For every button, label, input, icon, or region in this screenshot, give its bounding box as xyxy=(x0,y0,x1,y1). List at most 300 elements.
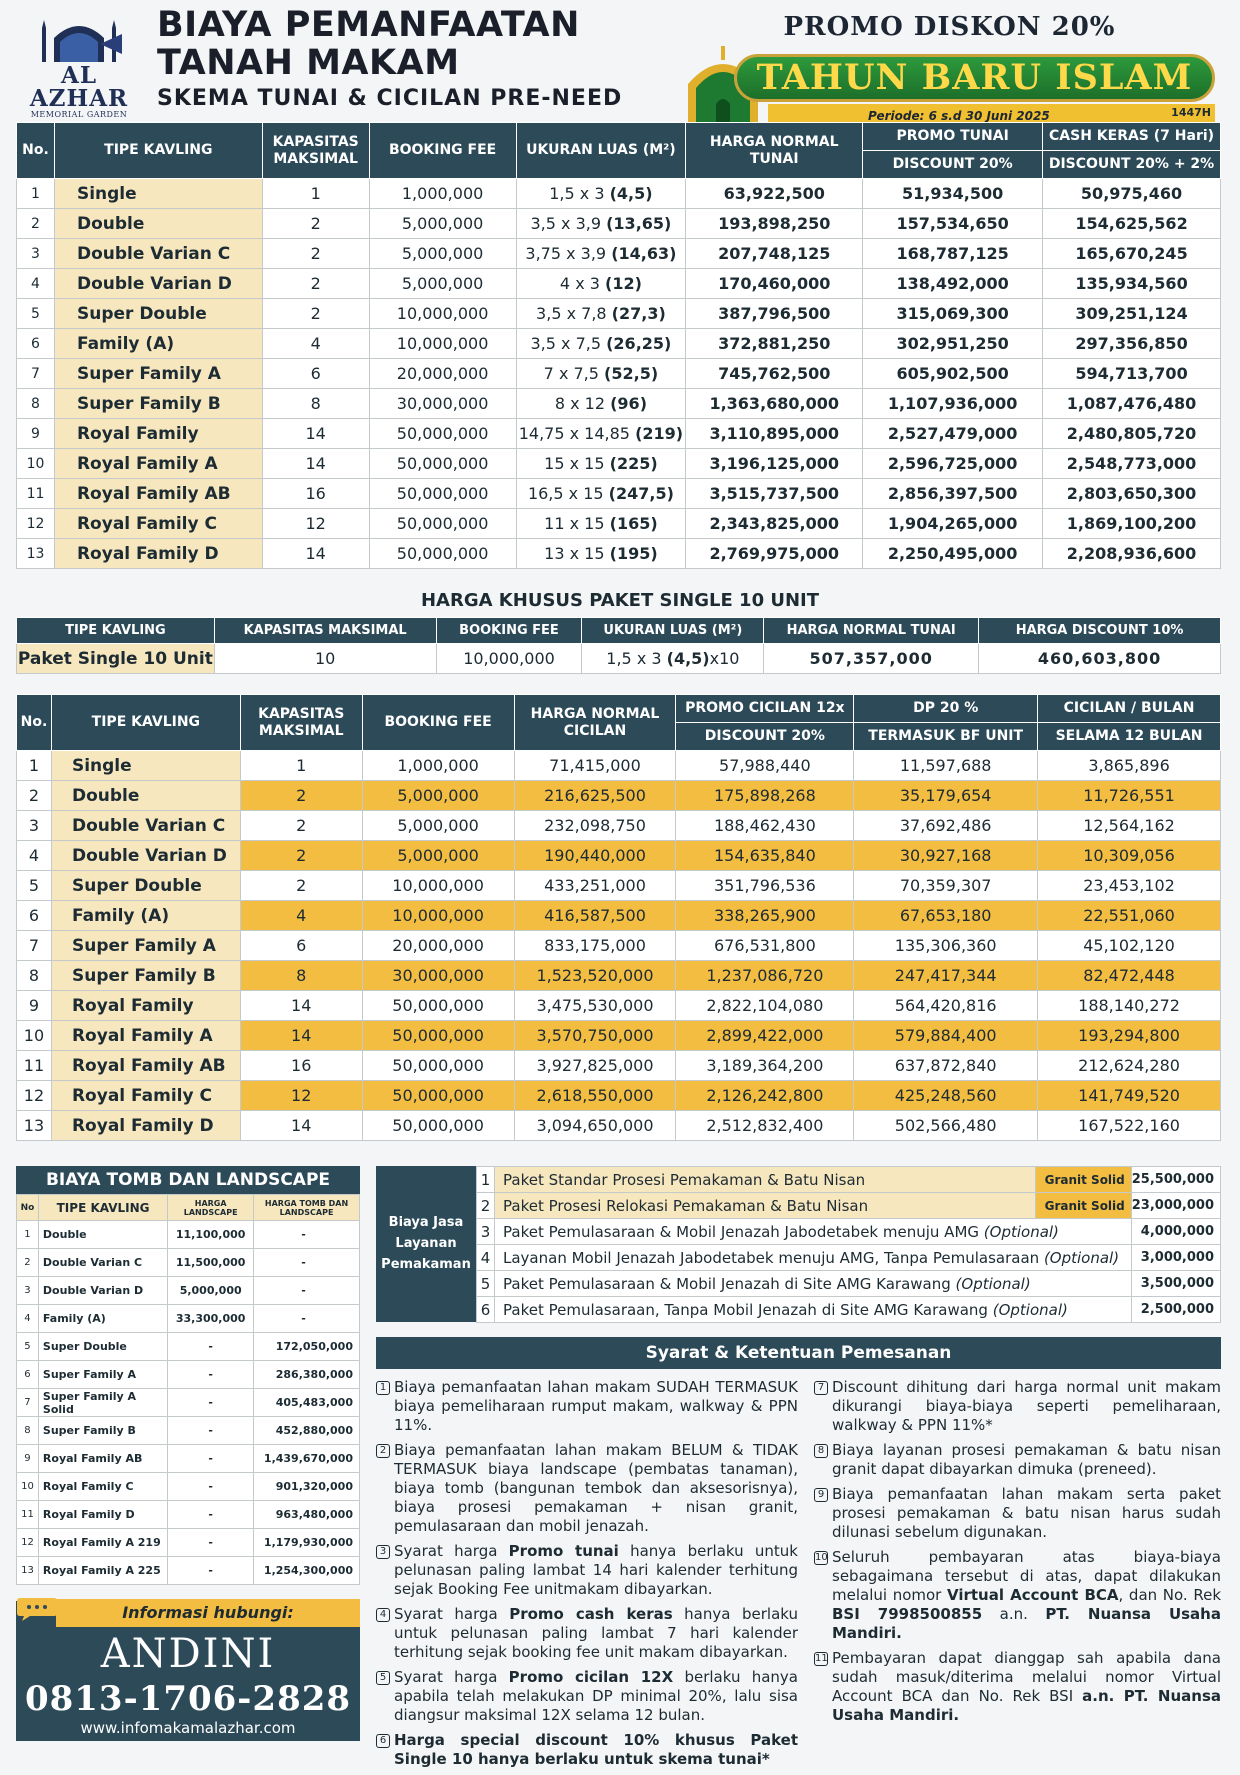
harga-normal-cicilan: 3,927,825,000 xyxy=(514,1051,676,1081)
table-row xyxy=(17,239,1221,269)
cicilan-bulan: 12,564,162 xyxy=(1038,811,1221,841)
booking-fee: 50,000,000 xyxy=(362,1081,514,1111)
promo-cicilan: 1,237,086,720 xyxy=(676,961,854,991)
harga-normal: 372,881,250 xyxy=(686,329,863,359)
cash-keras: 1,869,100,200 xyxy=(1043,509,1221,539)
harga-tomb: 1,254,300,000 xyxy=(254,1557,360,1585)
table-row xyxy=(17,1529,360,1557)
service-price: 3,000,000 xyxy=(1131,1245,1220,1271)
booking-fee: 10,000,000 xyxy=(369,329,516,359)
kapasitas: 4 xyxy=(240,901,362,931)
promo-tunai: 168,787,125 xyxy=(863,239,1043,269)
ukuran-area: (247,5) xyxy=(608,484,674,503)
kapasitas: 2 xyxy=(240,841,362,871)
booking-fee: 10,000,000 xyxy=(362,901,514,931)
cash-keras: 594,713,700 xyxy=(1043,359,1221,389)
term-item xyxy=(376,1542,798,1599)
promo-cicilan: 676,531,800 xyxy=(676,931,854,961)
service-optional: (Optional) xyxy=(955,1274,1031,1293)
harga-tomb: 286,380,000 xyxy=(254,1361,360,1389)
term-text: Pembayaran dapat dianggap sah apabila dana sudah masuk/diterima melalui nomor Virtual Account BCA dan No. Rek BSI a.n. PT. Nuansa Usaha Mandiri. xyxy=(832,1649,1221,1724)
table-row xyxy=(17,1021,1221,1051)
harga-landscape: 5,000,000 xyxy=(168,1277,254,1305)
service-desc-text: Paket Pemulasaraan & Mobil Jenazah di Site AMG Karawang xyxy=(503,1274,956,1293)
cic-col-no: No. xyxy=(17,695,52,751)
booking-fee: 10,000,000 xyxy=(369,299,516,329)
dp: 579,884,400 xyxy=(854,1021,1038,1051)
harga-normal: 2,343,825,000 xyxy=(686,509,863,539)
harga-landscape: 11,500,000 xyxy=(168,1249,254,1277)
row-number: 9 xyxy=(17,991,52,1021)
booking-fee: 5,000,000 xyxy=(369,209,516,239)
col-cash-keras: CASH KERAS (7 Hari) xyxy=(1043,123,1221,151)
tomb-title: BIAYA TOMB DAN LANDSCAPE xyxy=(16,1166,360,1194)
tipe-kavling: Family (A) xyxy=(54,329,262,359)
ukuran-area: (52,5) xyxy=(604,364,659,383)
cic-col-kapasitas: KAPASITAS MAKSIMAL xyxy=(240,695,362,751)
table-row xyxy=(17,1557,360,1585)
tipe-kavling: Super Family B xyxy=(54,389,262,419)
cic-col-booking: BOOKING FEE xyxy=(362,695,514,751)
harga-normal: 207,748,125 xyxy=(686,239,863,269)
logo-name: AL AZHAR xyxy=(29,62,129,112)
promo-cicilan: 338,265,900 xyxy=(676,901,854,931)
service-optional: (Optional) xyxy=(1043,1248,1120,1267)
ukuran xyxy=(516,419,686,449)
cicilan-bulan: 3,865,896 xyxy=(1038,751,1221,781)
tipe-kavling: Double Varian C xyxy=(54,239,262,269)
promo-cicilan: 188,462,430 xyxy=(676,811,854,841)
booking-fee: 50,000,000 xyxy=(362,991,514,1021)
booking-fee: 10,000,000 xyxy=(362,871,514,901)
service-desc xyxy=(495,1219,1132,1245)
harga-normal-cicilan: 2,618,550,000 xyxy=(514,1081,676,1111)
tipe-kavling: Double Varian D xyxy=(51,841,240,871)
promo-cicilan: 2,899,422,000 xyxy=(676,1021,854,1051)
service-price: 23,000,000 xyxy=(1131,1193,1220,1219)
contact-card xyxy=(16,1601,360,1741)
tipe-kavling: Super Family B xyxy=(51,961,240,991)
row-number: 7 xyxy=(17,1389,39,1417)
kapasitas: 12 xyxy=(262,509,369,539)
row-number: 12 xyxy=(17,1529,39,1557)
kapasitas: 2 xyxy=(262,299,369,329)
term-text: Syarat harga Promo tunai hanya berlaku untuk pelunasan paling lambat 14 hari kalender terhitung sejak Booking Fee unitmakam dibayarkan. xyxy=(394,1542,798,1598)
harga-tomb: 452,880,000 xyxy=(254,1417,360,1445)
term-number: 7 xyxy=(814,1381,828,1395)
booking-fee: 20,000,000 xyxy=(369,359,516,389)
service-desc-text: Paket Standar Prosesi Pemakaman & Batu Nisan xyxy=(503,1170,866,1189)
row-number: 13 xyxy=(17,539,55,569)
ukuran-dim: 13 x 15 xyxy=(544,544,605,563)
ukuran-area: (96) xyxy=(610,394,647,413)
service-price: 25,500,000 xyxy=(1131,1167,1220,1193)
service-number: 4 xyxy=(477,1245,495,1271)
service-desc-text: Layanan Mobil Jenazah Jabodetabek menuju AMG, Tanpa Pemulasaraan xyxy=(503,1248,1044,1267)
table-row xyxy=(17,1111,1221,1141)
term-item xyxy=(376,1441,798,1536)
row-number: 3 xyxy=(17,1277,39,1305)
table-row xyxy=(17,1417,360,1445)
term-item xyxy=(376,1378,798,1435)
contact-label: Informasi hubungi: xyxy=(56,1599,360,1627)
paket-ukuran-area: (4,5) xyxy=(666,649,710,668)
row-number: 8 xyxy=(17,961,52,991)
kapasitas: 4 xyxy=(262,329,369,359)
cicilan-bulan: 193,294,800 xyxy=(1038,1021,1221,1051)
table-row xyxy=(17,781,1221,811)
tipe-kavling: Royal Family D xyxy=(51,1111,240,1141)
tipe-kavling: Super Double xyxy=(51,871,240,901)
booking-fee: 1,000,000 xyxy=(362,751,514,781)
service-label: Biaya Jasa Layanan Pemakaman xyxy=(376,1166,476,1322)
row-number: 13 xyxy=(17,1557,39,1585)
service-number: 5 xyxy=(477,1271,495,1297)
term-text: Syarat harga Promo cicilan 12X berlaku hanya apabila telah melakukan DP minimal 20%, lalu sisa diangsur maksimal 12X selama 12 bulan. xyxy=(394,1668,798,1724)
term-text: Biaya pemanfaatan lahan makam serta paket prosesi pemakaman & batu nisan harus sudah dilunasi sebelum digunakan. xyxy=(832,1485,1221,1541)
term-number: 3 xyxy=(376,1545,390,1559)
dp: 67,653,180 xyxy=(854,901,1038,931)
term-text: Biaya layanan prosesi pemakaman & batu nisan granit dapat dibayarkan dimuka (preneed). xyxy=(832,1441,1221,1478)
ukuran-dim: 3,5 x 3,9 xyxy=(530,214,602,233)
cic-col-promo: PROMO CICILAN 12x xyxy=(676,695,854,723)
service-desc xyxy=(495,1167,1036,1193)
table-row xyxy=(17,1081,1221,1111)
title-line-1: BIAYA PEMANFAATAN xyxy=(157,5,580,45)
term-item xyxy=(814,1485,1221,1542)
service-row xyxy=(477,1297,1221,1323)
terms-right xyxy=(814,1378,1221,1731)
paket-col-discount: HARGA DISCOUNT 10% xyxy=(979,618,1221,644)
term-item xyxy=(376,1731,798,1769)
ukuran-area: (26,25) xyxy=(606,334,672,353)
ukuran-area: (4,5) xyxy=(609,184,653,203)
harga-landscape: - xyxy=(168,1529,254,1557)
paket-ukuran-dim: 1,5 x 3 xyxy=(606,649,667,668)
table-row xyxy=(17,179,1221,209)
service-price: 3,500,000 xyxy=(1131,1271,1220,1297)
harga-tomb: - xyxy=(254,1221,360,1249)
kapasitas: 2 xyxy=(262,239,369,269)
tomb-col-tomb: HARGA TOMB DAN LANDSCAPE xyxy=(254,1195,360,1221)
promo-cicilan: 2,822,104,080 xyxy=(676,991,854,1021)
paket-col-booking: BOOKING FEE xyxy=(436,618,582,644)
service-desc xyxy=(495,1297,1132,1323)
service-material: Granit Solid xyxy=(1035,1167,1131,1193)
tipe-kavling: Super Family A xyxy=(54,359,262,389)
table-row xyxy=(17,329,1221,359)
table-row xyxy=(17,539,1221,569)
ukuran-dim: 7 x 7,5 xyxy=(543,364,599,383)
ukuran-dim: 8 x 12 xyxy=(554,394,606,413)
row-number: 9 xyxy=(17,419,55,449)
ukuran-dim: 3,5 x 7,5 xyxy=(530,334,602,353)
cic-col-cicilan-sub: SELAMA 12 BULAN xyxy=(1038,723,1221,751)
term-item xyxy=(814,1441,1221,1479)
term-number: 1 xyxy=(376,1381,390,1395)
term-number: 5 xyxy=(376,1671,390,1685)
kapasitas: 2 xyxy=(240,871,362,901)
table-row xyxy=(17,299,1221,329)
promo-tunai: 1,107,936,000 xyxy=(863,389,1043,419)
row-number: 5 xyxy=(17,871,52,901)
kapasitas: 14 xyxy=(240,991,362,1021)
row-number: 3 xyxy=(17,811,52,841)
promo-tunai: 315,069,300 xyxy=(863,299,1043,329)
row-number: 5 xyxy=(17,299,55,329)
term-item xyxy=(814,1649,1221,1725)
contact-website[interactable]: www.infomakamalazhar.com xyxy=(80,1719,296,1737)
dp: 35,179,654 xyxy=(854,781,1038,811)
table-row xyxy=(17,509,1221,539)
cicilan-bulan: 82,472,448 xyxy=(1038,961,1221,991)
mosque-logo-icon xyxy=(34,14,124,64)
service-desc-text: Paket Pemulasaraan & Mobil Jenazah Jabodetabek menuju AMG xyxy=(503,1222,984,1241)
ukuran-area: (195) xyxy=(609,544,658,563)
col-no: No. xyxy=(17,123,55,179)
harga-normal: 745,762,500 xyxy=(686,359,863,389)
tipe-kavling: Royal Family AB xyxy=(51,1051,240,1081)
table-row xyxy=(17,269,1221,299)
tipe-kavling: Royal Family xyxy=(51,991,240,1021)
table-row xyxy=(17,1277,360,1305)
harga-tomb: 172,050,000 xyxy=(254,1333,360,1361)
harga-landscape: 33,300,000 xyxy=(168,1305,254,1333)
harga-normal: 63,922,500 xyxy=(686,179,863,209)
promo-tunai: 138,492,000 xyxy=(863,269,1043,299)
kapasitas: 8 xyxy=(240,961,362,991)
harga-tomb: - xyxy=(254,1305,360,1333)
tipe-kavling: Double xyxy=(54,209,262,239)
tipe-kavling: Super Family A xyxy=(51,931,240,961)
cic-col-normal: HARGA NORMAL CICILAN xyxy=(514,695,676,751)
cic-col-discount: DISCOUNT 20% xyxy=(676,723,854,751)
table-row xyxy=(17,209,1221,239)
table-row xyxy=(17,449,1221,479)
harga-normal-cicilan: 833,175,000 xyxy=(514,931,676,961)
cash-keras: 154,625,562 xyxy=(1043,209,1221,239)
service-row xyxy=(477,1245,1221,1271)
ukuran xyxy=(516,479,686,509)
ukuran-area: (14,63) xyxy=(611,244,677,263)
service-desc xyxy=(495,1245,1132,1271)
service-row xyxy=(477,1219,1221,1245)
harga-normal-cicilan: 3,570,750,000 xyxy=(514,1021,676,1051)
table-row xyxy=(17,359,1221,389)
row-number: 4 xyxy=(17,269,55,299)
logo xyxy=(14,14,144,119)
row-number: 11 xyxy=(17,1501,39,1529)
row-number: 6 xyxy=(17,329,55,359)
kapasitas: 2 xyxy=(262,269,369,299)
harga-normal: 3,515,737,500 xyxy=(686,479,863,509)
promo-tunai: 2,596,725,000 xyxy=(863,449,1043,479)
promo-tunai: 2,527,479,000 xyxy=(863,419,1043,449)
service-row xyxy=(477,1193,1221,1219)
ukuran xyxy=(516,179,686,209)
term-text: Biaya pemanfaatan lahan makam SUDAH TERMASUK biaya pemeliharaan rumput makam, walkway & PPN 11%. xyxy=(394,1378,798,1434)
booking-fee: 30,000,000 xyxy=(369,389,516,419)
harga-tomb: 405,483,000 xyxy=(254,1389,360,1417)
kapasitas: 2 xyxy=(262,209,369,239)
dp: 30,927,168 xyxy=(854,841,1038,871)
harga-normal-cicilan: 416,587,500 xyxy=(514,901,676,931)
cicilan-bulan: 141,749,520 xyxy=(1038,1081,1221,1111)
promo-tunai: 51,934,500 xyxy=(863,179,1043,209)
harga-tomb: 901,320,000 xyxy=(254,1473,360,1501)
tipe-kavling: Family (A) xyxy=(38,1305,167,1333)
ukuran xyxy=(516,269,686,299)
booking-fee: 50,000,000 xyxy=(362,1021,514,1051)
ukuran-dim: 14,75 x 14,85 xyxy=(518,424,630,443)
row-number: 11 xyxy=(17,479,55,509)
kapasitas: 1 xyxy=(262,179,369,209)
tipe-kavling: Double Varian D xyxy=(38,1277,167,1305)
tipe-kavling: Royal Family D xyxy=(38,1501,167,1529)
tipe-kavling: Double Varian C xyxy=(51,811,240,841)
service-optional: (Optional) xyxy=(983,1222,1059,1241)
table-row xyxy=(17,1221,360,1249)
booking-fee: 5,000,000 xyxy=(369,239,516,269)
promo-cicilan: 3,189,364,200 xyxy=(676,1051,854,1081)
dp: 247,417,344 xyxy=(854,961,1038,991)
row-number: 8 xyxy=(17,1417,39,1445)
cash-keras: 309,251,124 xyxy=(1043,299,1221,329)
cash-keras: 50,975,460 xyxy=(1043,179,1221,209)
ukuran xyxy=(516,359,686,389)
dp: 135,306,360 xyxy=(854,931,1038,961)
service-number: 6 xyxy=(477,1297,495,1323)
cicilan-bulan: 10,309,056 xyxy=(1038,841,1221,871)
tipe-kavling: Super Double xyxy=(38,1333,167,1361)
ukuran-area: (225) xyxy=(609,454,658,473)
cash-keras: 2,208,936,600 xyxy=(1043,539,1221,569)
row-number: 7 xyxy=(17,931,52,961)
ukuran xyxy=(516,209,686,239)
cicilan-price-table xyxy=(16,694,1221,1141)
promo-banner xyxy=(678,6,1221,124)
cicilan-bulan: 167,522,160 xyxy=(1038,1111,1221,1141)
service-optional: (Optional) xyxy=(992,1300,1068,1319)
ukuran-dim: 11 x 15 xyxy=(544,514,605,533)
ukuran-dim: 1,5 x 3 xyxy=(549,184,605,203)
service-material: Granit Solid xyxy=(1035,1193,1131,1219)
paket-normal: 507,357,000 xyxy=(764,644,979,674)
table-row xyxy=(17,841,1221,871)
tipe-kavling: Double Varian C xyxy=(38,1249,167,1277)
promo-tunai: 302,951,250 xyxy=(863,329,1043,359)
tipe-kavling: Single xyxy=(54,179,262,209)
harga-normal-cicilan: 3,094,650,000 xyxy=(514,1111,676,1141)
term-number: 11 xyxy=(815,1653,828,1664)
service-desc-text: Paket Pemulasaraan, Tanpa Mobil Jenazah di Site AMG Karawang xyxy=(503,1300,993,1319)
harga-tomb: 1,439,670,000 xyxy=(254,1445,360,1473)
harga-normal-cicilan: 232,098,750 xyxy=(514,811,676,841)
table-row xyxy=(17,901,1221,931)
col-cash-discount: DISCOUNT 20% + 2% xyxy=(1043,151,1221,179)
harga-normal: 1,363,680,000 xyxy=(686,389,863,419)
ukuran-dim: 16,5 x 15 xyxy=(527,484,604,503)
paket-title: HARGA KHUSUS PAKET SINGLE 10 UNIT xyxy=(420,590,820,611)
harga-normal-cicilan: 1,523,520,000 xyxy=(514,961,676,991)
harga-normal-cicilan: 190,440,000 xyxy=(514,841,676,871)
tomb-col-landscape: HARGA LANDSCAPE xyxy=(168,1195,254,1221)
cash-keras: 297,356,850 xyxy=(1043,329,1221,359)
page-title xyxy=(157,6,622,114)
table-row xyxy=(17,1361,360,1389)
dp: 11,597,688 xyxy=(854,751,1038,781)
tipe-kavling: Royal Family A xyxy=(54,449,262,479)
term-number: 4 xyxy=(376,1608,390,1622)
paket-ukuran-qty: x10 xyxy=(709,649,740,668)
col-promo-tunai: PROMO TUNAI xyxy=(863,123,1043,151)
row-number: 10 xyxy=(17,449,55,479)
kapasitas: 16 xyxy=(262,479,369,509)
dp: 37,692,486 xyxy=(854,811,1038,841)
row-number: 2 xyxy=(17,781,52,811)
row-number: 8 xyxy=(17,389,55,419)
table-row xyxy=(17,931,1221,961)
term-text: Syarat harga Promo cash keras hanya berlaku untuk pelunasan paling lambat 7 hari kalender terhitung sejak booking fee unit makam dibayarkan. xyxy=(394,1605,798,1661)
harga-tomb: 1,179,930,000 xyxy=(254,1529,360,1557)
col-harga-normal: HARGA NORMAL TUNAI xyxy=(686,123,863,179)
kapasitas: 1 xyxy=(240,751,362,781)
row-number: 3 xyxy=(17,239,55,269)
ukuran-dim: 15 x 15 xyxy=(544,454,605,473)
row-number: 4 xyxy=(17,841,52,871)
logo-subtitle: MEMORIAL GARDEN xyxy=(30,110,128,119)
kapasitas: 8 xyxy=(262,389,369,419)
ukuran-dim: 4 x 3 xyxy=(559,274,600,293)
harga-landscape: - xyxy=(168,1389,254,1417)
harga-normal-cicilan: 433,251,000 xyxy=(514,871,676,901)
ukuran xyxy=(516,449,686,479)
terms-title: Syarat & Ketentuan Pemesanan xyxy=(376,1337,1221,1369)
term-item xyxy=(814,1548,1221,1643)
table-row xyxy=(17,1473,360,1501)
booking-fee: 5,000,000 xyxy=(362,841,514,871)
row-number: 10 xyxy=(17,1021,52,1051)
ukuran xyxy=(516,389,686,419)
harga-landscape: - xyxy=(168,1557,254,1585)
tipe-kavling: Royal Family D xyxy=(54,539,262,569)
harga-normal: 3,110,895,000 xyxy=(686,419,863,449)
promo-tunai: 2,856,397,500 xyxy=(863,479,1043,509)
paket-tipe: Paket Single 10 Unit xyxy=(17,644,215,674)
promo-cicilan: 57,988,440 xyxy=(676,751,854,781)
harga-normal-cicilan: 3,475,530,000 xyxy=(514,991,676,1021)
table-row xyxy=(17,479,1221,509)
cash-keras: 165,670,245 xyxy=(1043,239,1221,269)
contact-phone[interactable]: 0813-1706-2828 xyxy=(24,1679,352,1719)
row-number: 1 xyxy=(17,179,55,209)
ukuran-area: (13,65) xyxy=(606,214,672,233)
harga-landscape: - xyxy=(168,1333,254,1361)
service-price: 4,000,000 xyxy=(1131,1219,1220,1245)
cicilan-bulan: 212,624,280 xyxy=(1038,1051,1221,1081)
ukuran xyxy=(516,539,686,569)
paket-col-tipe: TIPE KAVLING xyxy=(17,618,215,644)
booking-fee: 50,000,000 xyxy=(369,449,516,479)
promo-period: Periode: 6 s.d 30 Juni 2025 xyxy=(768,104,1215,128)
tipe-kavling: Super Family A Solid xyxy=(38,1389,167,1417)
cash-keras: 2,803,650,300 xyxy=(1043,479,1221,509)
contact-name: ANDINI xyxy=(100,1631,276,1677)
kapasitas: 2 xyxy=(240,781,362,811)
tipe-kavling: Royal Family AB xyxy=(38,1445,167,1473)
harga-landscape: - xyxy=(168,1473,254,1501)
service-desc xyxy=(495,1271,1132,1297)
